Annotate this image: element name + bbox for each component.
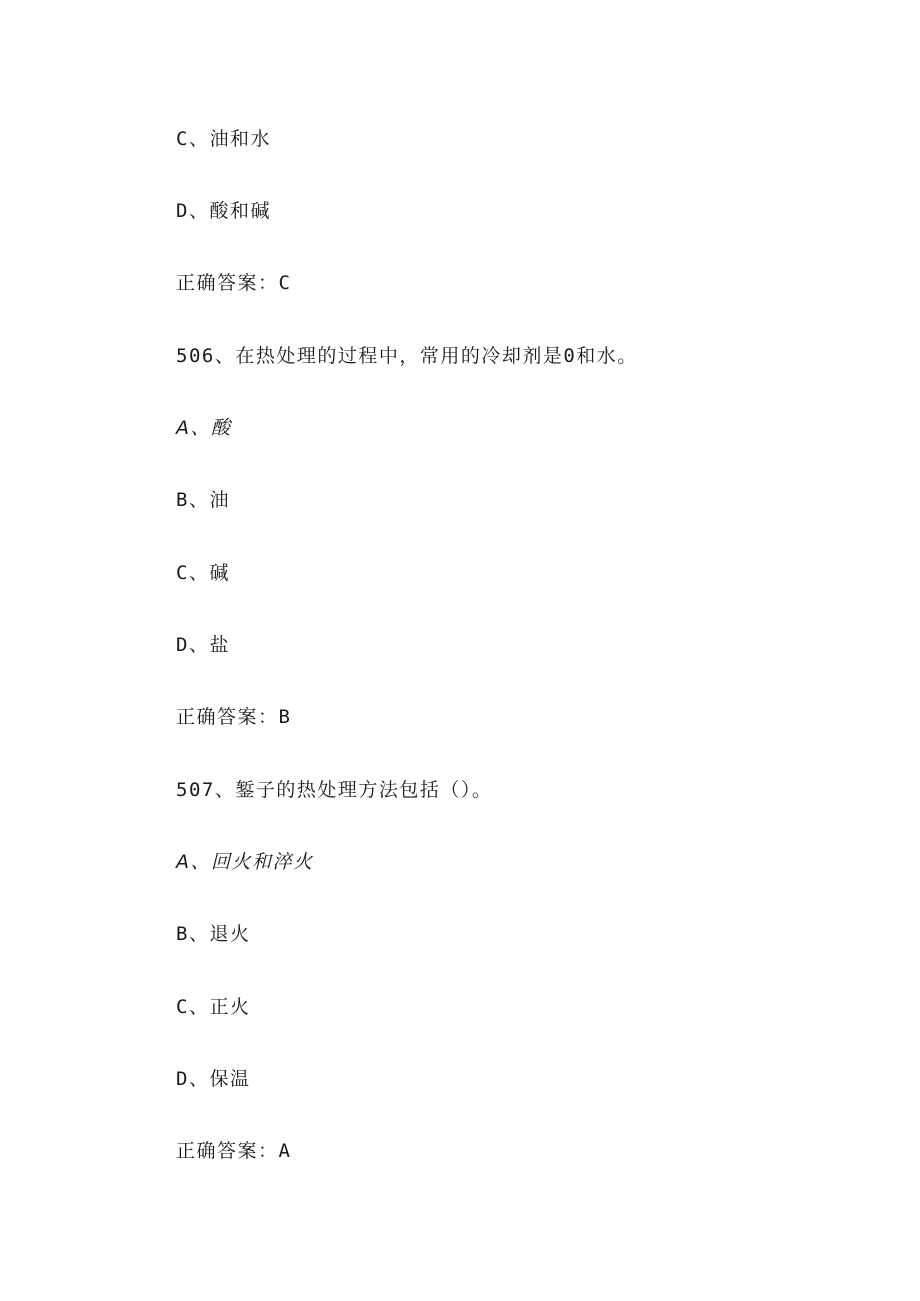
option-c-oil-and-water: C、油和水 xyxy=(176,128,271,150)
option-b-oil: B、油 xyxy=(176,489,230,511)
option-d-holding: D、保温 xyxy=(176,1068,251,1090)
answer-506: 正确答案：B xyxy=(176,706,292,728)
option-a-tempering-and-quenching: A、回火和淬火 xyxy=(176,851,314,873)
option-c-alkali: C、碱 xyxy=(176,562,230,584)
answer-505: 正确答案：C xyxy=(176,272,292,294)
option-d-acid-and-alkali: D、酸和碱 xyxy=(176,200,271,222)
answer-507: 正确答案：A xyxy=(176,1140,292,1162)
option-b-annealing: B、退火 xyxy=(176,923,251,945)
option-d-salt: D、盐 xyxy=(176,634,230,656)
question-506: 506、在热处理的过程中，常用的冷却剂是0和水。 xyxy=(176,345,638,367)
option-a-acid: A、酸 xyxy=(176,417,232,439)
question-507: 507、錾子的热处理方法包括（）。 xyxy=(176,779,493,801)
option-c-normalizing: C、正火 xyxy=(176,996,251,1018)
